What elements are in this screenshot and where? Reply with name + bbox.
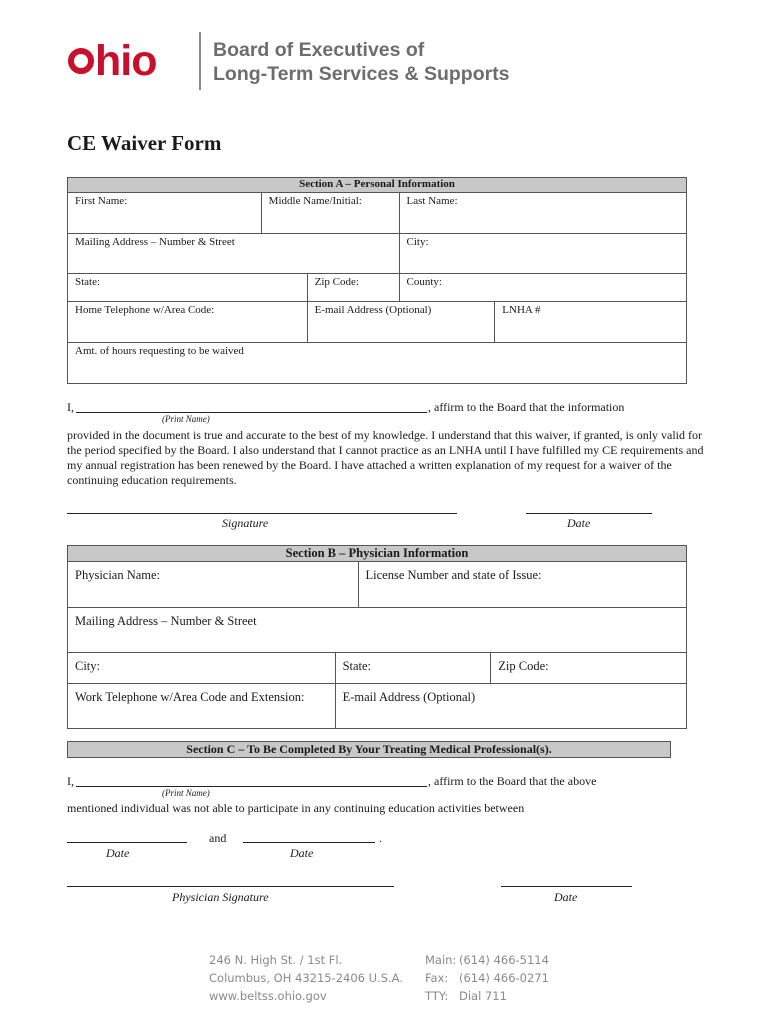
- footer-website[interactable]: www.beltss.ohio.gov: [209, 989, 327, 1003]
- print-name-line-a[interactable]: [76, 398, 427, 413]
- footer-address-line1: 246 N. High St. / 1st Fl.: [209, 953, 343, 967]
- footer-tty-value: Dial 711: [459, 989, 507, 1003]
- ohio-logo-text: hio: [95, 36, 157, 85]
- footer-address: [209, 951, 403, 1005]
- physician-name-field[interactable]: [68, 562, 359, 608]
- form-title: CE Waiver Form: [67, 131, 222, 155]
- footer-main-label: Main:: [425, 953, 457, 967]
- affirm-c-prefix: I,: [67, 774, 74, 788]
- header-divider: [199, 32, 201, 90]
- lnha-label: LNHA #: [502, 304, 541, 316]
- physician-city-field[interactable]: [68, 653, 336, 684]
- to-date-line[interactable]: [243, 830, 375, 843]
- footer-tty-label: TTY:: [425, 989, 449, 1003]
- zip-label: Zip Code:: [314, 276, 359, 288]
- date-line-a[interactable]: [526, 501, 652, 514]
- section-c-header: Section C – To Be Completed By Your Treating Medical Professional(s).: [67, 741, 671, 758]
- city-field[interactable]: [399, 234, 686, 274]
- affirm-c-suffix: , affirm to the Board that the above: [428, 774, 597, 788]
- affirm-a-suffix: , affirm to the Board that the information: [428, 400, 625, 414]
- hours-label: Amt. of hours requesting to be waived: [75, 345, 244, 357]
- footer-contact-values: [459, 951, 549, 1005]
- affirm-c-sentence: mentioned individual was not able to participate in any continuing education activities between: [67, 801, 525, 815]
- physician-city-label: City:: [75, 659, 101, 673]
- physician-signature-label: Physician Signature: [172, 890, 269, 904]
- physician-email-label: E-mail Address (Optional): [342, 690, 476, 704]
- date-label-a: Date: [567, 516, 591, 530]
- home-phone-field[interactable]: [68, 302, 308, 343]
- section-b-table: [67, 545, 687, 729]
- physician-zip-label: Zip Code:: [498, 659, 549, 673]
- physician-state-field[interactable]: [335, 653, 491, 684]
- zip-field[interactable]: [307, 274, 399, 302]
- mailing-address-label: Mailing Address – Number & Street: [75, 236, 235, 248]
- board-name-line2: Long-Term Services & Supports: [213, 63, 510, 85]
- email-field-a[interactable]: [307, 302, 495, 343]
- section-b-header: Section B – Physician Information: [68, 546, 687, 562]
- signature-line[interactable]: [67, 501, 457, 514]
- mailing-address-field[interactable]: [68, 234, 400, 274]
- first-name-label: First Name:: [75, 195, 128, 207]
- lnha-field[interactable]: [495, 302, 687, 343]
- date-line-c[interactable]: [501, 874, 632, 887]
- and-text: and: [209, 831, 227, 845]
- first-name-field[interactable]: [68, 193, 262, 234]
- home-phone-label: Home Telephone w/Area Code:: [75, 304, 215, 316]
- city-label: City:: [406, 236, 429, 248]
- period-text: .: [379, 831, 382, 845]
- board-name: [213, 38, 510, 86]
- state-field[interactable]: [68, 274, 308, 302]
- physician-email-field[interactable]: [335, 684, 686, 729]
- physician-state-label: State:: [342, 659, 372, 673]
- physician-zip-field[interactable]: [491, 653, 687, 684]
- affirmation-paragraph: provided in the document is true and accurate to the best of my knowledge. I understand that this waiver, if granted, is only valid for the period specified by the Board. I also understand that I cannot practice as an LNHA until I have fulfilled my CE requirements and my annual registration has been renewed by the Board. I have attached a written explanation of my request for a waiver of the continuing education requirements.: [67, 428, 704, 487]
- license-label: License Number and state of Issue:: [365, 568, 542, 582]
- work-phone-field[interactable]: [68, 684, 336, 729]
- print-name-line-c[interactable]: [76, 772, 427, 787]
- county-label: County:: [406, 276, 442, 288]
- from-date-label: Date: [106, 846, 130, 860]
- signature-label: Signature: [222, 516, 269, 530]
- footer-address-line2: Columbus, OH 43215-2406 U.S.A.: [209, 971, 404, 985]
- section-a-table: [67, 177, 687, 384]
- affirm-a-prefix: I,: [67, 400, 74, 414]
- from-date-line[interactable]: [67, 830, 187, 843]
- hours-field[interactable]: [68, 343, 687, 384]
- footer-fax-value: (614) 466-0271: [459, 971, 549, 985]
- work-phone-label: Work Telephone w/Area Code and Extension:: [75, 690, 305, 704]
- footer-fax-label: Fax:: [425, 971, 449, 985]
- state-label: State:: [75, 276, 101, 288]
- board-name-line1: Board of Executives of: [213, 39, 425, 61]
- middle-name-field[interactable]: [261, 193, 399, 234]
- physician-signature-line[interactable]: [67, 874, 394, 887]
- ohio-logo: [68, 36, 156, 86]
- physician-address-field[interactable]: [68, 608, 687, 653]
- footer-main-value: (614) 466-5114: [459, 953, 549, 967]
- county-field[interactable]: [399, 274, 686, 302]
- print-name-caption-a: (Print Name): [162, 414, 210, 424]
- last-name-field[interactable]: [399, 193, 686, 234]
- ohio-logo-o-mark: [68, 48, 94, 74]
- middle-name-label: Middle Name/Initial:: [268, 195, 362, 207]
- footer-contact-labels: [425, 951, 456, 1005]
- email-label-a: E-mail Address (Optional): [314, 304, 432, 316]
- date-label-c: Date: [554, 890, 578, 904]
- physician-name-label: Physician Name:: [75, 568, 161, 582]
- license-field[interactable]: [358, 562, 686, 608]
- print-name-caption-c: (Print Name): [162, 788, 210, 798]
- last-name-label: Last Name:: [406, 195, 458, 207]
- to-date-label: Date: [290, 846, 314, 860]
- physician-address-label: Mailing Address – Number & Street: [75, 614, 257, 628]
- section-a-header: Section A – Personal Information: [68, 178, 687, 193]
